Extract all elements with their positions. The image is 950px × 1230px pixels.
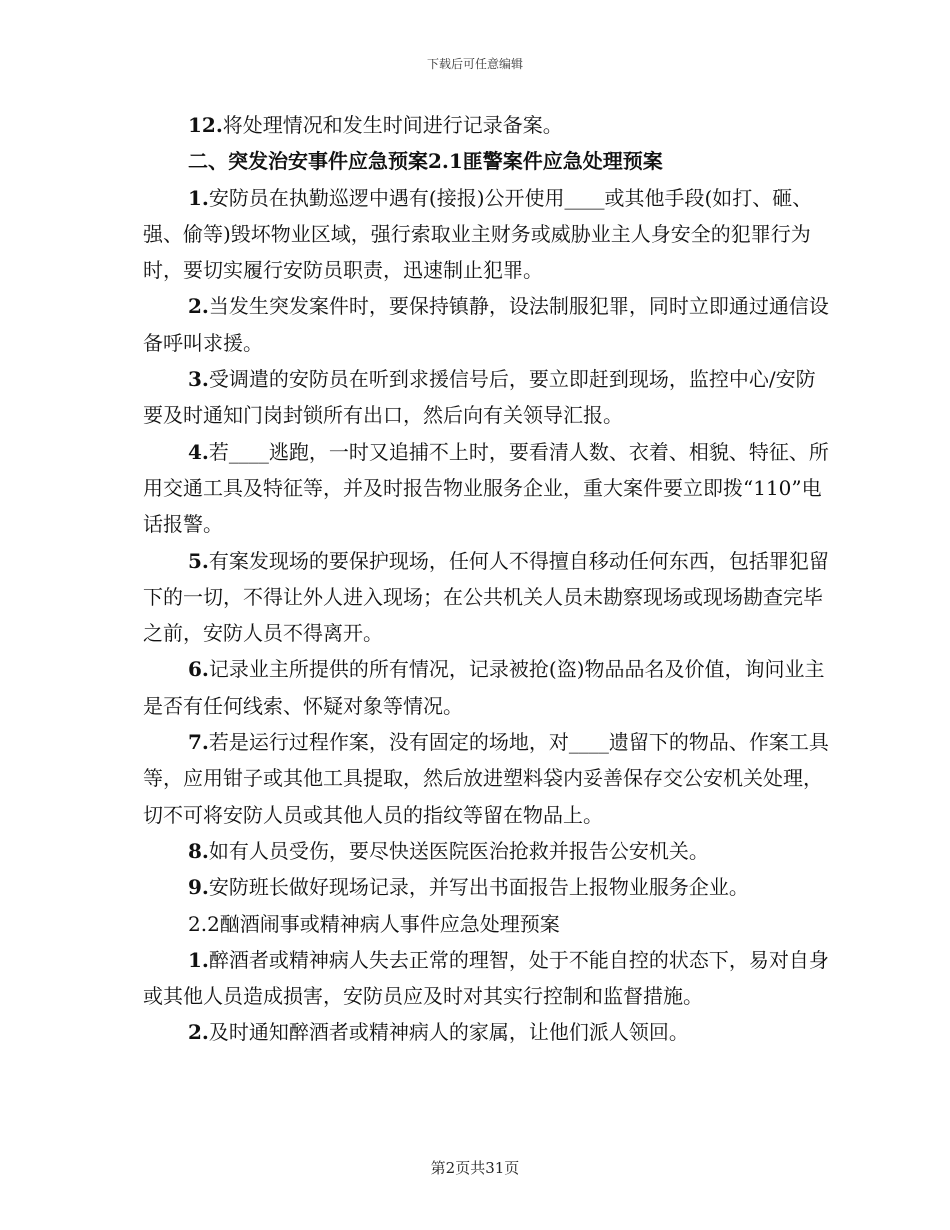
paragraph-text: 受调遣的安防员在听到求援信号后，要立即赶到现场，监控中心/安防要及时通知门岗封锁所有出口，然后向有关领导汇报。 (143, 367, 816, 428)
paragraph-text: 记录业主所提供的所有情况，记录被抢(盗)物品品名及价值，询问业主是否有任何线索、怀疑对象等情况。 (143, 657, 825, 718)
paragraph-text: 安防班长做好现场记录，并写出书面报告上报物业服务企业。 (208, 875, 749, 900)
item-number: 12. (188, 113, 223, 137)
paragraph-text: 有案发现场的要保护现场，任何人不得擅自移动任何东西，包括罪犯留下的一切，不得让外人进入现场；在公共机关人员未勘察现场或现场勘查完毕之前，安防人员不得离开。 (143, 548, 829, 646)
item-number: 6. (188, 657, 209, 682)
item-number: 1. (188, 185, 209, 210)
item-number: 8. (188, 838, 209, 863)
paragraph-text: 若____逃跑，一时又追捕不上时，要看清人数、衣着、相貌、特征、所用交通工具及特征等，并及时报告物业服务企业，重大案件要立即拨“110”电话报警。 (143, 439, 829, 537)
item-number: 7. (188, 730, 209, 755)
item-number: 3. (188, 367, 209, 392)
paragraph (143, 833, 833, 869)
item-number: 2. (188, 1020, 209, 1045)
paragraph (143, 361, 833, 434)
item-number: 2. (188, 294, 209, 319)
document-body (143, 107, 833, 1051)
paragraph (143, 543, 833, 652)
paragraph-text: 及时通知醉酒者或精神病人的家属，让他们派人领回。 (208, 1020, 689, 1045)
paragraph-text: 将处理情况和发生时间进行记录备案。 (222, 113, 563, 137)
paragraph-text: 醉酒者或精神病人失去正常的理智，处于不能自控的状态下，易对自身或其他人员造成损害，安防员应及时对其实行控制和监督措施。 (143, 947, 829, 1009)
item-number: 4. (188, 439, 209, 464)
item-number: 5. (188, 548, 209, 573)
paragraph (143, 107, 833, 143)
paragraph (143, 724, 833, 833)
item-number: 9. (188, 875, 209, 900)
paragraph (143, 651, 833, 724)
paragraph-text: 当发生突发案件时，要保持镇静，设法制服犯罪，同时立即通过通信设备呼叫求援。 (143, 294, 829, 355)
paragraph-text: 安防员在执勤巡逻中遇有(接报)公开使用____或其他手段(如打、砸、强、偷等)毁坏物业区域，强行索取业主财务或威胁业主人身安全的犯罪行为时，要切实履行安防员职责，迅速制止犯罪。 (143, 185, 813, 283)
page-header: 下载后可任意编辑 (426, 57, 523, 71)
paragraph (143, 1014, 833, 1050)
heading-text: 2.2酗酒闹事或精神病人事件应急处理预案 (188, 911, 560, 936)
subsection-heading (143, 906, 833, 942)
paragraph-text: 如有人员受伤，要尽快送医院医治抢救并报告公安机关。 (208, 838, 709, 863)
paragraph (143, 288, 833, 361)
item-number: 1. (188, 947, 209, 972)
paragraph-text: 若是运行过程作案，没有固定的场地，对____遗留下的物品、作案工具等，应用钳子或其他工具提取，然后放进塑料袋内妥善保存交公安机关处理，切不可将安防人员或其他人员的指纹等留在物品上。 (143, 730, 829, 827)
heading-text: 二、突发治安事件应急预案2.1匪警案件应急处理预案 (188, 149, 663, 174)
paragraph (143, 434, 833, 543)
paragraph (143, 180, 833, 289)
paragraph (143, 942, 833, 1015)
paragraph (143, 869, 833, 905)
section-heading (143, 143, 833, 179)
page-footer: 第2页共31页 (430, 1159, 520, 1177)
